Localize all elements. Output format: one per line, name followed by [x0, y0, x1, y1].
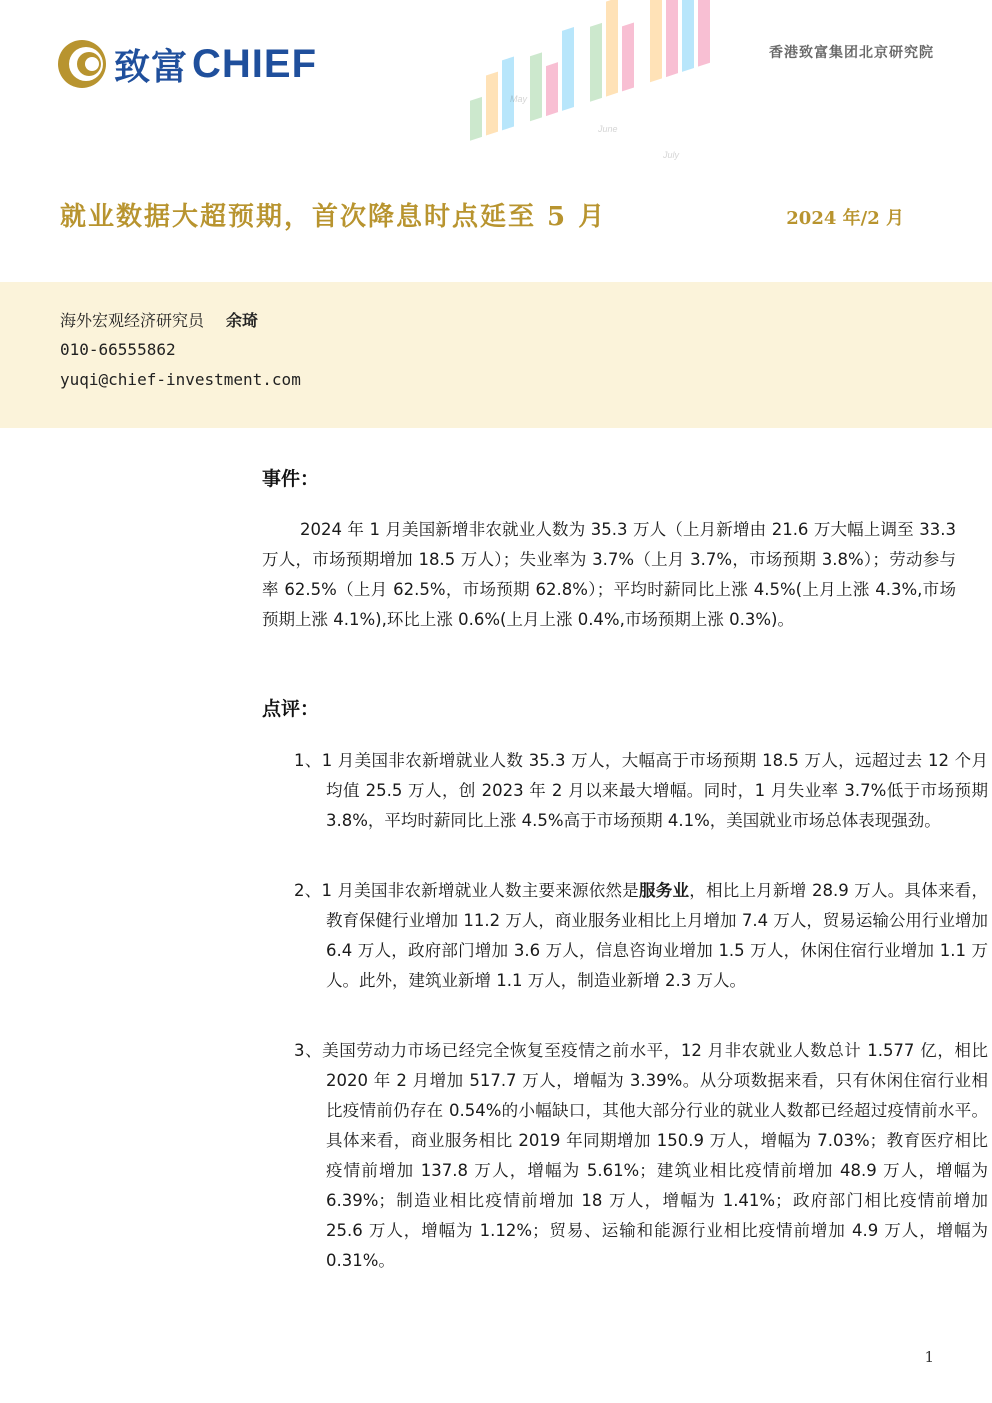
report-header [0, 0, 992, 282]
event-paragraph: 2024 年 1 月美国新增非农就业人数为 35.3 万人（上月新增由 21.6 万大幅上调至 33.3 万人，市场预期增加 18.5 万人）；失业率为 3.7%（上月 3.7%，市场预期 3.8%）；劳动参与率 62.5%（上月 62.5%，市场预期 62.8%）；平均时薪同比上涨 4.5%(上月上涨 4.3%,市场预期上涨 4.1%),环比上涨 0.6%(上月上涨 0.4%,市场预期上涨 0.3%)。 [262, 520, 957, 629]
chief-logo-icon [56, 38, 108, 90]
comment-item-1: 1、1 月美国非农新增就业人数 35.3 万人，大幅高于市场预期 18.5 万人，远超过去 12 个月均值 25.5 万人，创 2023 年 2 月以来最大增幅。同时，1 月失业率 3.7%低于市场预期 3.8%，平均时薪同比上涨 4.5%高于市场预期 4.1%，美国就业市场总体表现强劲。 [294, 751, 988, 830]
author-role-line [60, 308, 258, 331]
report-date: 2024 年/2 月 [786, 208, 904, 229]
author-email[interactable]: yuqi@chief-investment.com [60, 370, 301, 389]
author-info-band [0, 282, 992, 428]
institute-name: 香港致富集团北京研究院 [769, 45, 934, 61]
report-title: 就业数据大超预期，首次降息时点延至 5 月 [60, 202, 607, 232]
comment-item-2-text: ，相比上月新增 28.9 万人。具体来看，教育保健行业增加 11.2 万人，商业服务业相比上月增加 7.4 万人，贸易运输公用行业增加 6.4 万人，政府部门增加 3.6 万人，信息咨询业增加 1.5 万人，休闲住宿行业增加 1.1 万人。此外，建筑业新增 1.1 万人，制造业新增 2.3 万人。 [326, 881, 989, 990]
author-role: 海外宏观经济研究员 [60, 311, 205, 330]
logo-text-cn: 致富 [114, 46, 189, 88]
author-phone: 010-66555862 [60, 340, 176, 359]
comment-item-2-text: 2、1 月美国非农新增就业人数主要来源依然是 [294, 881, 639, 900]
event-heading: 事件： [262, 468, 320, 490]
logo-text-en: CHIEF [192, 41, 318, 86]
decor-label: May [510, 94, 528, 104]
comment-item-2 [294, 876, 988, 996]
comment-item-2-bold: 服务业 [639, 881, 690, 900]
company-logo [56, 38, 317, 90]
author-name: 余琦 [226, 311, 259, 330]
page-number: 1 [924, 1348, 934, 1366]
comment-item-3: 3、美国劳动力市场已经完全恢复至疫情之前水平，12 月非农就业人数总计 1.577 亿，相比 2020 年 2 月增加 517.7 万人，增幅为 3.39%。从分项数据来看，只有休闲住宿行业相比疫情前仍存在 0.54%的小幅缺口，其他大部分行业的就业人数都已经超过疫情前水平。具体来看，商业服务相比 2019 年同期增加 150.9 万人，增幅为 7.03%；教育医疗相比疫情前增加 137.8 万人，增幅为 5.61%；建筑业相比疫情前增加 48.9 万人，增幅为 6.39%；制造业相比疫情前增加 18 万人，增幅为 1.41%；政府部门相比疫情前增加 25.6 万人，增幅为 1.12%；贸易、运输和能源行业相比疫情前增加 4.9 万人，增幅为 0.31%。 [294, 1041, 988, 1270]
decor-label: June [598, 124, 618, 134]
comment-heading: 点评： [262, 698, 320, 720]
decor-label: July [663, 150, 680, 160]
